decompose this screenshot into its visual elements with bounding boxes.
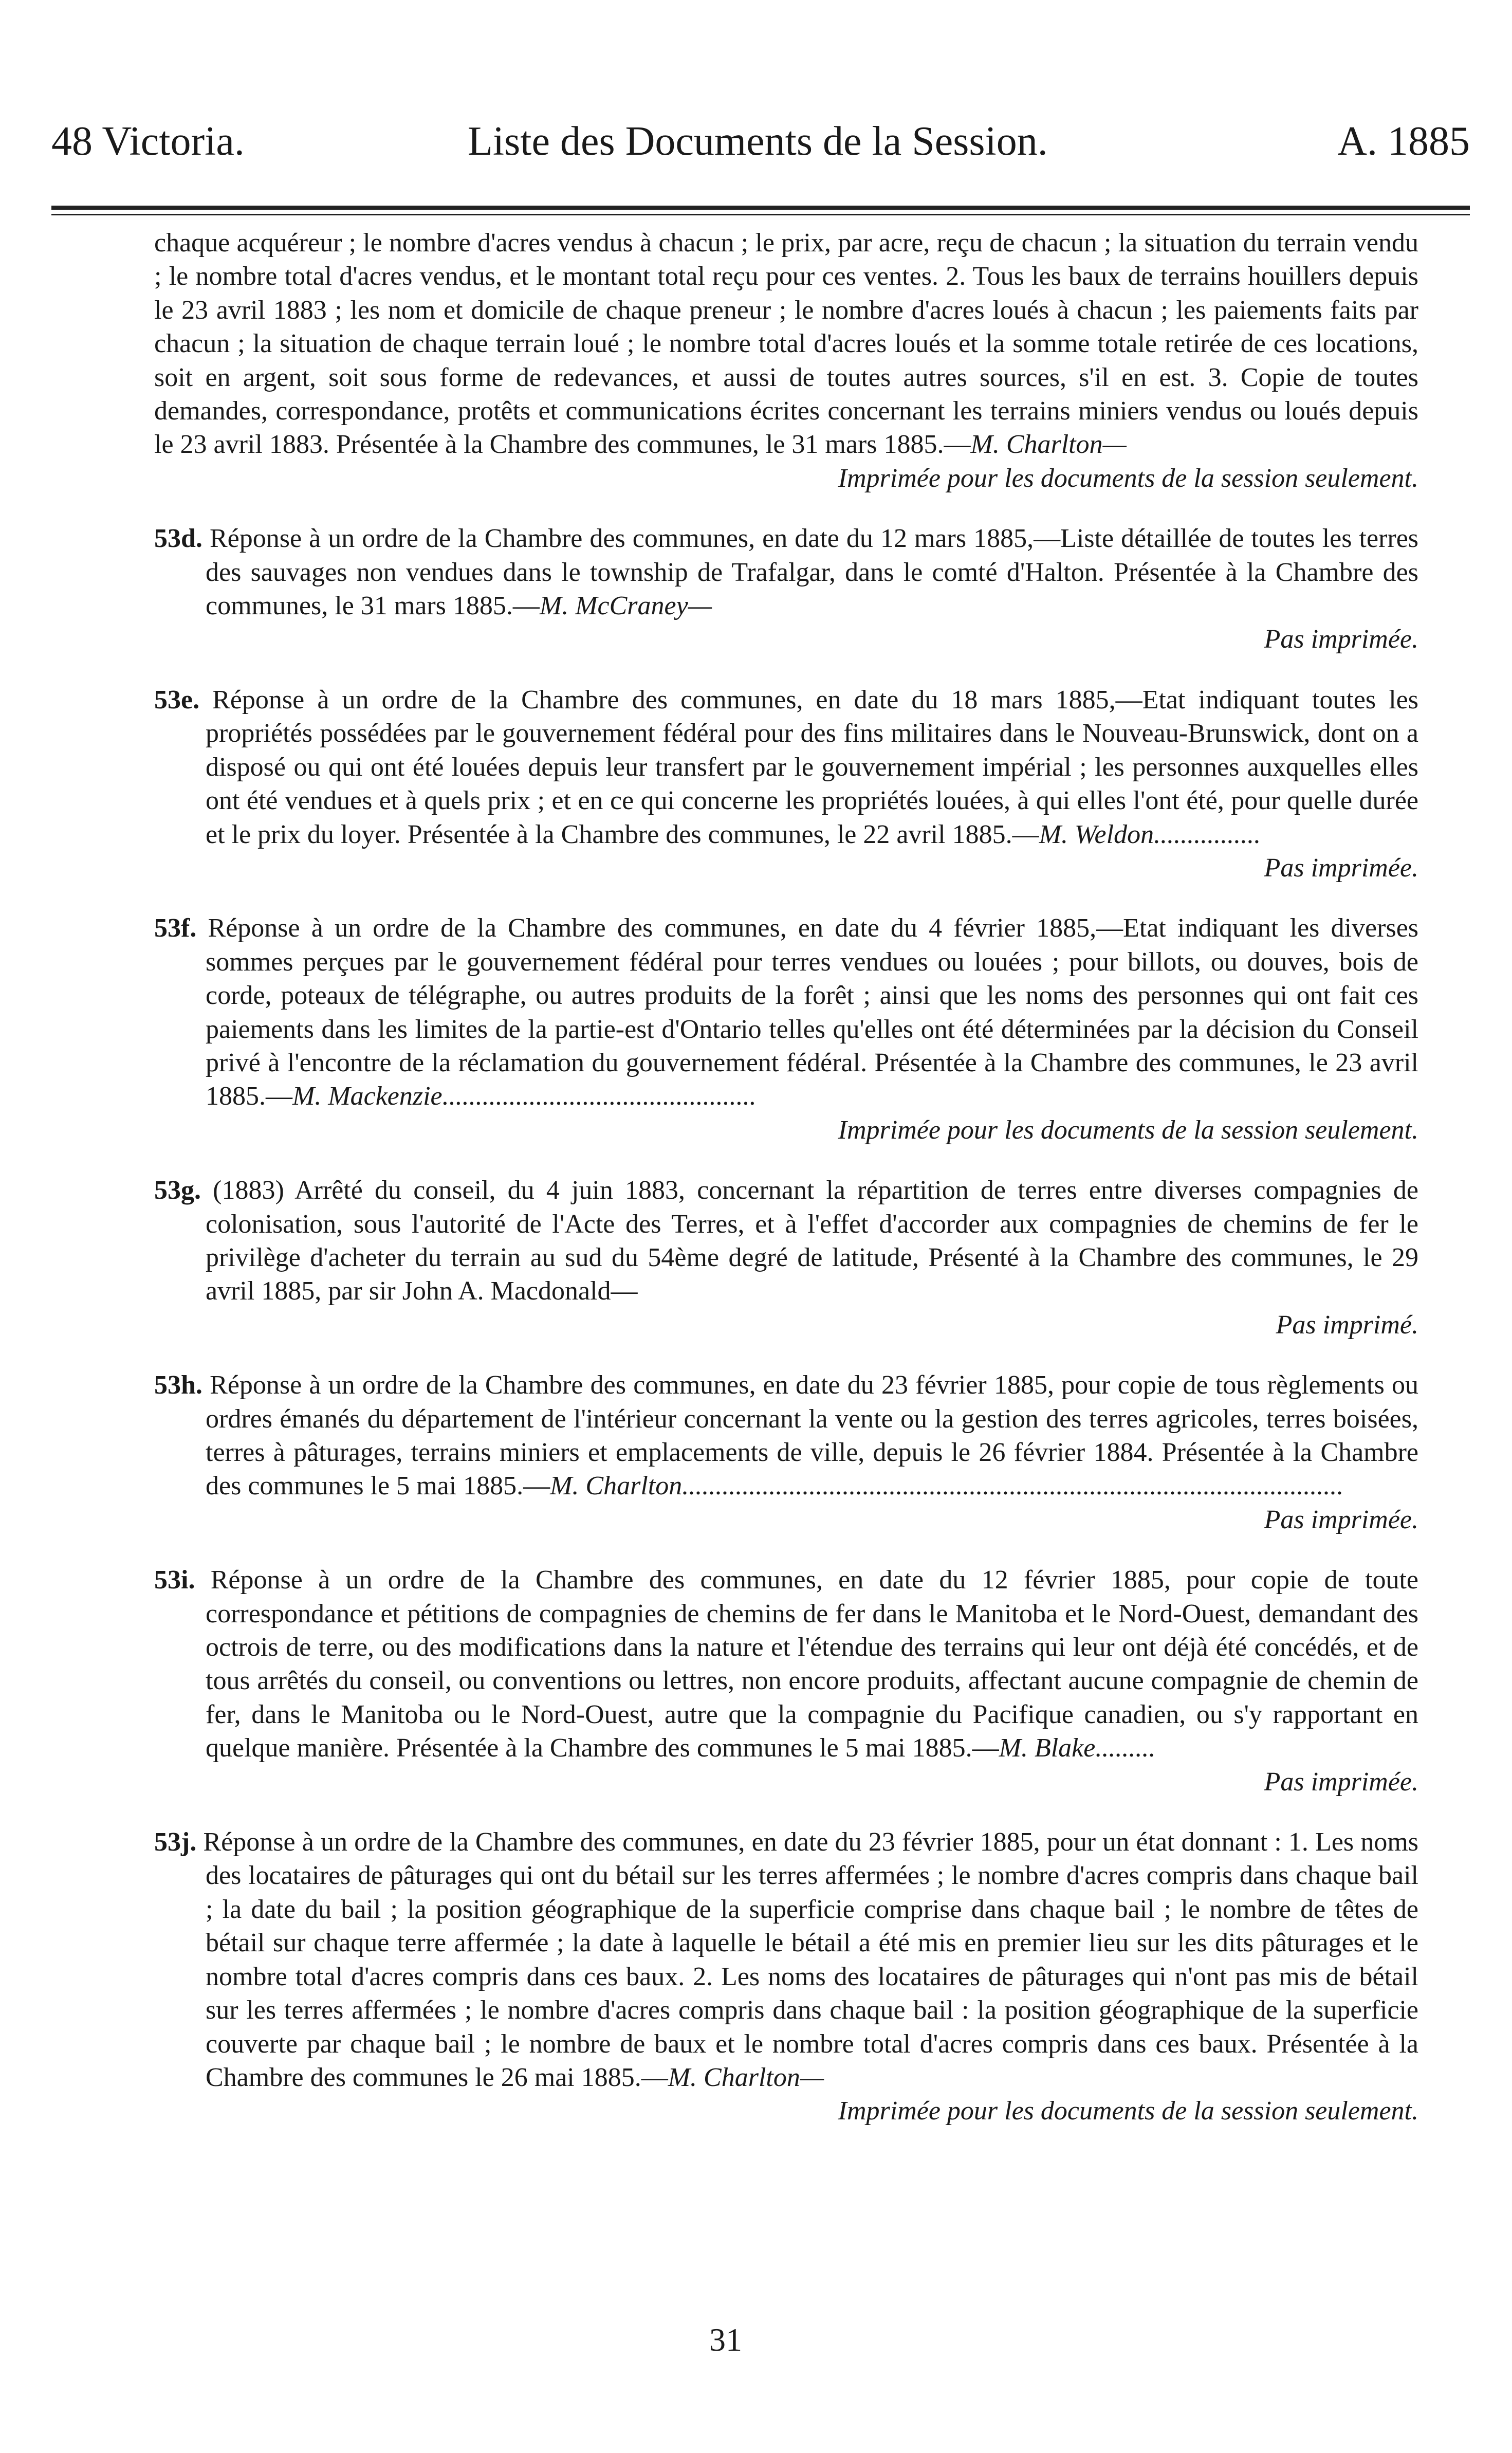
list-entry-53f [154,911,1418,1147]
list-entry-53e [154,683,1418,885]
entry-status: Pas imprimé. [1276,1310,1418,1340]
entry-signature: M. Charlton— [668,2062,824,2092]
header-year: A. 1885 [1337,119,1470,164]
entry-signature: M. Charlton— [970,430,1127,460]
entry-number: 53j. [154,1827,197,1857]
list-entry-53g [154,1174,1418,1342]
list-entry-continuation [154,226,1418,495]
entry-number: 53g. [154,1176,201,1205]
list-entry-53i [154,1563,1418,1799]
entry-text: (1883) Arrêté du conseil, du 4 juin 1883, concernant la répartition de terres entre diverses compagnies de colonisation, sous l'autorité de l'Acte des Terres, et à l'effet d'accorder aux compagnies de chemins de fer le privilège d'acheter du terrain au sud du 54ème degré de latitude, Présenté à la Chambre des communes, le 29 avril 1885, par sir John A. Macdonald— [206,1176,1419,1306]
entry-number: 53h. [154,1370,202,1400]
entry-status: Imprimée pour les documents de la session seulement. [838,463,1418,493]
entry-signature: M. Mackenzie............................................... [292,1082,757,1111]
list-entry-53j [154,1825,1418,2128]
entry-text: chaque acquéreur ; le nombre d'acres vendus à chacun ; le prix, par acre, reçu de chacun ; la situation du terrain vendu ; le nombre total d'acres vendus, et le montant total reçu pour ces ventes. 2. Tous les baux de terrains houillers depuis le 23 avril 1883 ; les nom et domicile de chaque preneur ; le nombre d'acres loués à chacun ; les paiements faits par chacun ; la situation de chaque terrain loué ; le nombre total d'acres loués et la somme totale retirée de ces locations, soit en argent, soit sous forme de redevances, et aussi de toutes autres sources, s'il en est. 3. Copie de toutes demandes, correspondance, protêts et communications écrites concernant les terrains miniers vendus ou loués depuis le 23 avril 1883. Présentée à la Chambre des communes, le 31 mars 1885.— [154,228,1418,460]
entry-text: Réponse à un ordre de la Chambre des communes, en date du 23 février 1885, pour un état donnant : 1. Les noms des locataires de pâturages qui ont du bétail sur les terres affermées ; le nombre d'acres compris dans chaque bail ; la date du bail ; la position géographique de la superficie comprise dans chaque bail ; le nombre de têtes de bétail sur chaque terre affermée ; la date à laquelle le bétail a été mis en premier lieu sur les dits pâturages et le nombre total d'acres compris dans ces baux. 2. Les noms des locataires de pâturages qui n'ont pas mis de bétail sur les terres affermées ; le nombre d'acres compris dans chaque bail : la position géographique de la superficie couverte par chaque bail ; le nombre de baux et le nombre total d'acres compris dans ces baux. Présentée à la Chambre des communes le 26 mai 1885.— [203,1827,1419,2092]
running-header [51,118,1470,175]
header-volume: 48 Victoria. [51,119,245,164]
entry-signature: M. McCraney— [539,591,712,621]
entry-signature: M. Weldon................ [1039,819,1261,849]
entry-status: Pas imprimée. [1264,1505,1418,1534]
entry-status: Pas imprimée. [1264,853,1418,883]
document-list [154,226,1418,2155]
header-rule-thick [51,206,1470,210]
entry-status: Imprimée pour les documents de la session seulement. [838,1115,1418,1145]
entry-number: 53i. [154,1565,195,1595]
entry-text: Réponse à un ordre de la Chambre des communes, en date du 12 février 1885, pour copie de toute correspondance et pétitions de compagnies de chemins de fer dans le Manitoba et le Nord-Ouest, demandant des octrois de terre, ou des modifications dans la nature et l'étendue des terrains qui leur ont déjà été concédés, et de tous arrêtés du conseil, ou conventions ou lettres, non encore produits, affectant aucune compagnie de chemin de fer, dans le Manitoba ou le Nord-Ouest, autre que la compagnie du Pacifique canadien, ou s'y rapportant en quelque manière. Présentée à la Chambre des communes le 5 mai 1885.— [206,1565,1418,1763]
entry-text: Réponse à un ordre de la Chambre des communes, en date du 23 février 1885, pour copie de tous règlements ou ordres émanés du département de l'intérieur concernant la vente ou la gestion des terres agricoles, terres boisées, terres à pâturages, terrains miniers et emplacements de ville, depuis le 26 février 1884. Présentée à la Chambre des communes le 5 mai 1885.— [206,1370,1419,1501]
entry-number: 53d. [154,524,202,554]
entry-text: Réponse à un ordre de la Chambre des communes, en date du 18 mars 1885,—Etat indiquant toutes les propriétés possédées par le gouvernement fédéral pour des fins militaires dans le Nouveau-Brunswick, dont on a disposé ou qui ont été louées depuis leur transfert par le gouvernement impérial ; les personnes auxquelles elles ont été vendues et à quels prix ; et en ce qui concerne les propriétés louées, à qui elles l'ont été, pour quelle durée et le prix du loyer. Présentée à la Chambre des communes, le 22 avril 1885.— [206,685,1418,849]
entry-signature: M. Charlton................................................................................................... [550,1471,1344,1501]
entry-number: 53f. [154,913,197,943]
header-rule-thin [51,214,1470,215]
entry-signature: M. Blake......... [999,1733,1156,1763]
list-entry-53d [154,522,1418,656]
list-entry-53h [154,1368,1418,1536]
entry-text: Réponse à un ordre de la Chambre des communes, en date du 4 février 1885,—Etat indiquant les diverses sommes perçues par le gouvernement fédéral pour terres vendues ou louées ; pour billots, ou douves, bois de corde, poteaux de télégraphe, ou autres produits de la forêt ; ainsi que les noms des personnes qui ont fait ces paiements dans les limites de la partie-est d'Ontario telles qu'elles ont été déterminées par la décision du Conseil privé à l'encontre de la réclamation du gouvernement fédéral. Présentée à la Chambre des communes, le 23 avril 1885.— [206,913,1419,1111]
page-number: 31 [709,2321,742,2358]
header-title: Liste des Documents de la Session. [468,119,1048,164]
entry-text: Réponse à un ordre de la Chambre des communes, en date du 12 mars 1885,—Liste détaillée de toutes les terres des sauvages non vendues dans le township de Trafalgar, dans le comté d'Halton. Présentée à la Chambre des communes, le 31 mars 1885.— [206,524,1419,621]
entry-number: 53e. [154,685,200,715]
entry-status: Pas imprimée. [1264,625,1418,654]
entry-status: Pas imprimée. [1264,1767,1418,1797]
entry-status: Imprimée pour les documents de la session seulement. [838,2096,1418,2126]
